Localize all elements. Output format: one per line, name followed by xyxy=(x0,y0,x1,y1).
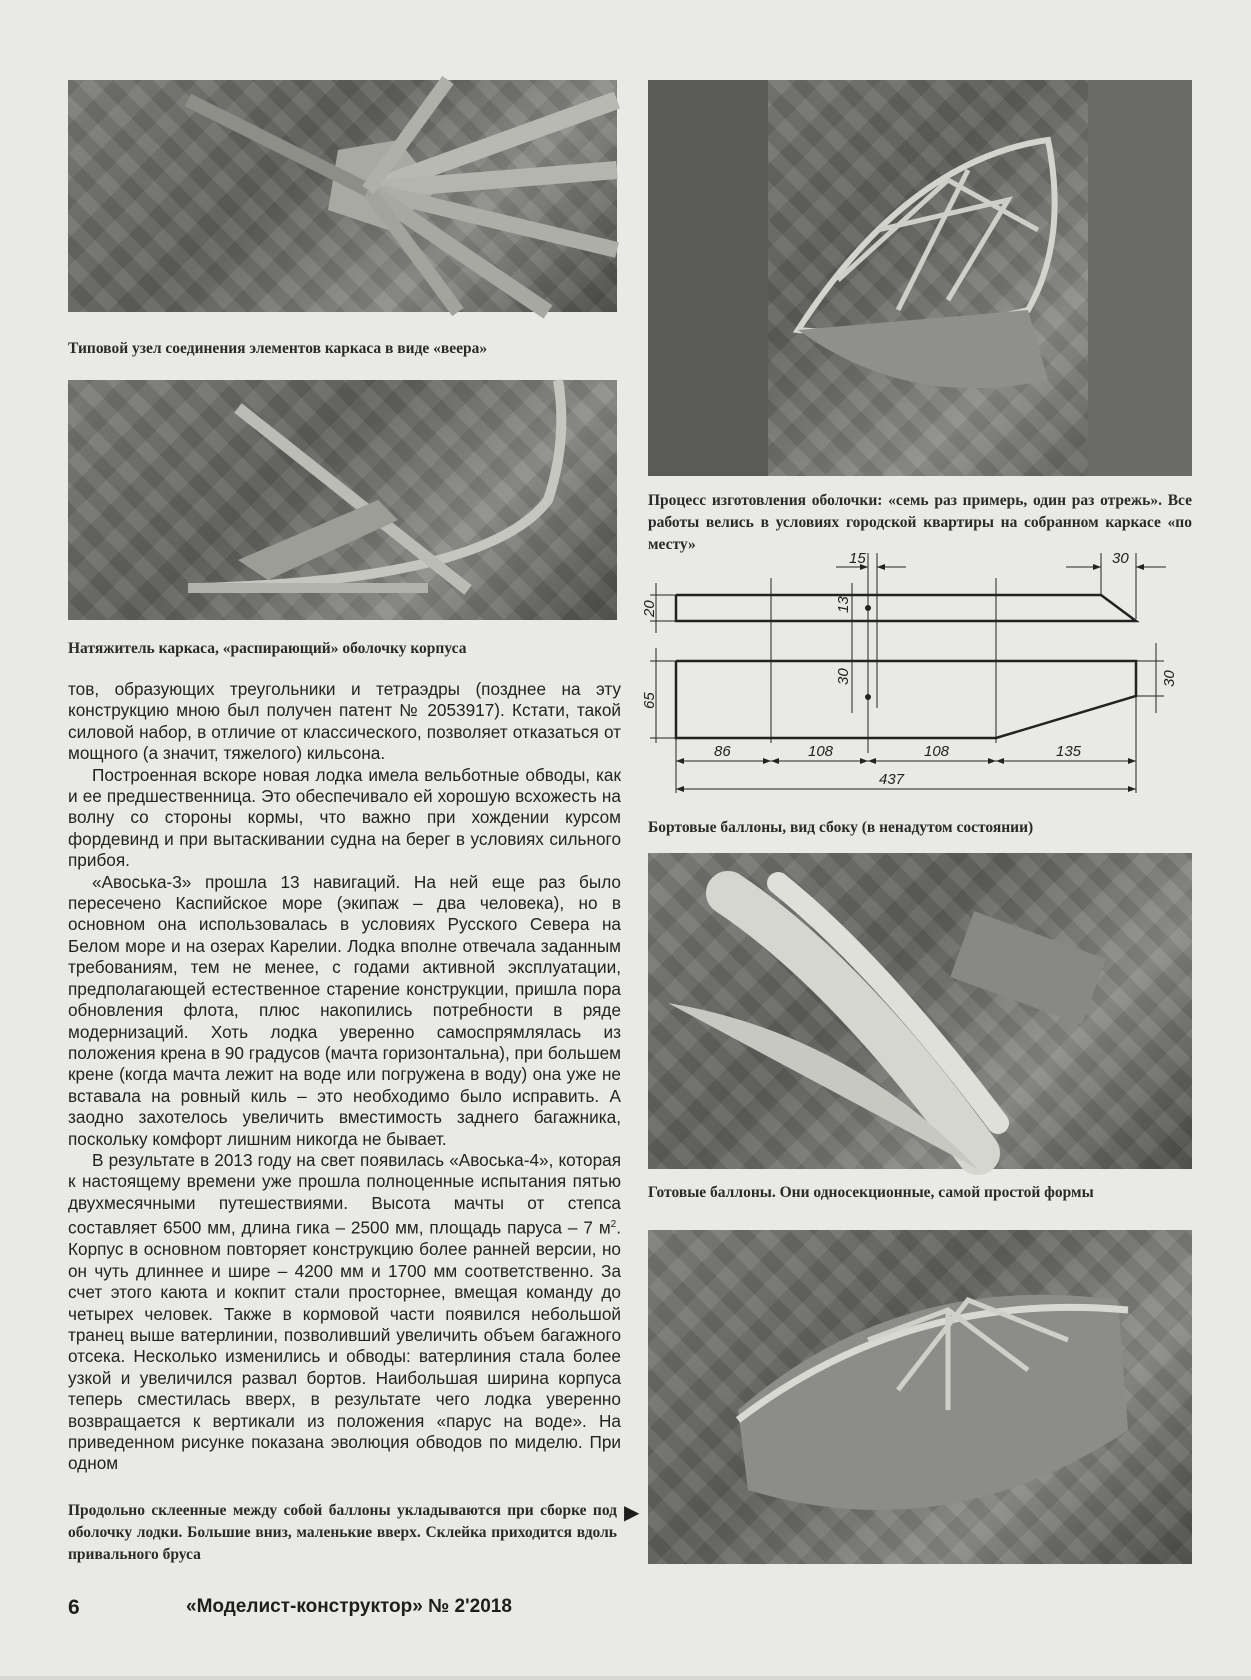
paragraph: Построенная вскоре новая лодка имела вельботные обводы, как и ее предшественница. Это обеспечивало ей хорошую всхожесть на волну со стороны кормы, что важно при хождении курсом фордевинд и при вытаскивании судна на берег в условиях сильного прибоя. xyxy=(68,764,621,871)
page-edge xyxy=(0,1676,1251,1680)
dim-437: 437 xyxy=(879,771,905,788)
photo-shell-fabrication xyxy=(648,80,1192,476)
page-number: 6 xyxy=(68,1596,80,1619)
dim-15: 15 xyxy=(849,550,866,567)
dim-86: 86 xyxy=(714,743,731,760)
paragraph: «Авоська-3» прошла 13 навигаций. На ней еще раз было пересечено Каспийское море (экипаж – два человека), но в основном она использовалась в условиях Русского Севера на Белом море и на озерах Карелии. Лодка вполне отвечала заданным требованиям, тем не менее, с годами активной эксплуатации, предполагающей естественное старение конструкции, пришла пора обновления флота, плюс накопились потребности в ряде модернизаций. Хоть лодка уверенно самоспрямлялась из положения крена в 90 градусов (мачта горизонтальна), при большем крене (когда мачта лежит на воде или погружена в воду) она уже не вставала на ровный киль – это необходимо было исправить. А заодно захотелось увеличить вместимость заднего багажника, поскольку комфорт лишним никогда не бывает. xyxy=(68,871,621,1149)
dim-30-mid: 30 xyxy=(835,668,852,685)
photo-frame-tensioner xyxy=(68,380,617,620)
dim-65: 65 xyxy=(641,692,658,709)
caption-balloon-drawing: Бортовые баллоны, вид сбоку (в ненадутом состоянии) xyxy=(648,819,1034,836)
caption-frame-tensioner: Натяжитель каркаса, «распирающий» оболочку корпуса xyxy=(68,640,467,657)
dim-20: 20 xyxy=(641,600,658,617)
balloon-side-view-drawing xyxy=(636,550,1178,805)
caption-finished-balloons: Готовые баллоны. Они односекционные, самой простой формы xyxy=(648,1184,1094,1201)
superscript: 2 xyxy=(610,1219,617,1231)
arrow-right-icon: ▶ xyxy=(624,1502,640,1524)
dim-108-a: 108 xyxy=(808,743,834,760)
dim-30-top: 30 xyxy=(1112,550,1129,567)
dim-13: 13 xyxy=(835,596,852,613)
magazine-title: «Моделист-конструктор» № 2'2018 xyxy=(186,1596,512,1617)
caption-glued-balloons: Продольно склеенные между собой баллоны укладываются при сборке под оболочку лодки. Большие вниз, маленькие вверх. Склейка приходится вдоль привального бруса xyxy=(68,1502,617,1563)
article-body xyxy=(68,679,621,1475)
dim-135: 135 xyxy=(1056,743,1082,760)
paragraph: тов, образующих треугольники и тетраэдры (позднее на эту конструкцию мною был получен патент № 2053917). Кстати, такой силовой набор, в отличие от классического, позволяет отказаться от мощного (а значит, тяжелого) кильсона. xyxy=(68,679,621,764)
photo-finished-balloons xyxy=(648,853,1192,1169)
dim-108-b: 108 xyxy=(924,743,950,760)
photo-assembled-boat xyxy=(648,1230,1192,1564)
dim-30-right: 30 xyxy=(1161,670,1178,687)
caption-shell-fabrication: Процесс изготовления оболочки: «семь раз примерь, один раз отрежь». Все работы велись в условиях городской квартиры на собранном каркасе «по месту» xyxy=(648,492,1192,553)
caption-fan-joint: Типовой узел соединения элементов каркаса в виде «веера» xyxy=(68,340,488,357)
paragraph-text: В результате в 2013 году на свет появилась «Авоська-4», которая к настоящему времени уже прошла полноценные испытания пятью двухмесячными путешествиями. Высота мачты от степса составляет 6500 мм, длина гика – 2500 мм, площадь паруса – 7 м xyxy=(68,1149,621,1238)
paragraph xyxy=(68,1150,621,1475)
photo-fan-joint xyxy=(68,80,617,312)
paragraph-text: . Корпус в основном повторяет конструкцию более ранней версии, но он чуть длиннее и шире – 4200 мм и 1700 мм соответственно. За счет этого каюта и кокпит стали просторнее, вмещая команду до четырех человек. Также в кормовой части появился небольшой транец выше ватерлинии, позволивший увеличить объем багажного отсека. Несколько изменились и обводы: ватерлиния стала более узкой и увеличился развал бортов. Наибольшая ширина корпуса теперь сместилась вверх, в результате чего лодка уверенно возвращается к вертикали из положения «парус на воде». На приведенном рисунке показана эволюция обводов по миделю. При одном xyxy=(68,1217,621,1474)
